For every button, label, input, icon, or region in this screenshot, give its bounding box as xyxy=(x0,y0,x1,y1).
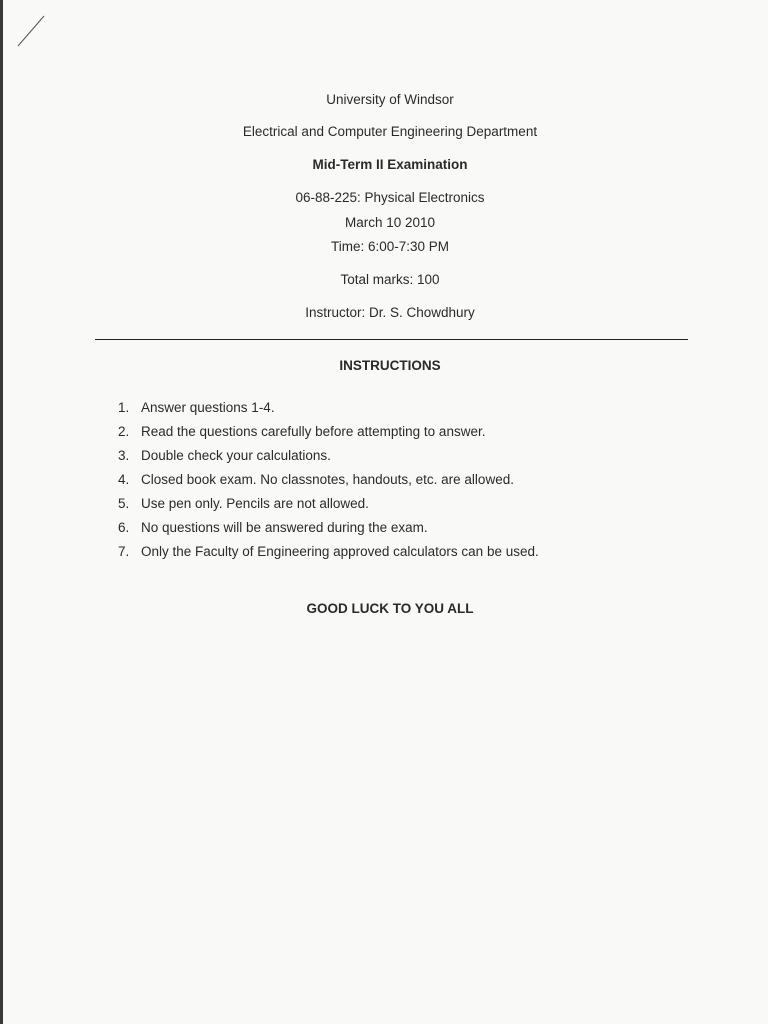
divider-line xyxy=(95,339,688,340)
instruction-item xyxy=(110,448,331,464)
instruction-number: 1. xyxy=(118,400,130,415)
instruction-item xyxy=(110,472,514,488)
instruction-item xyxy=(110,424,485,440)
instruction-text: Closed book exam. No classnotes, handouts, etc. are allowed. xyxy=(141,472,514,487)
exam-title: Mid-Term II Examination xyxy=(312,157,468,172)
scan-edge xyxy=(0,0,3,1024)
exam-time: Time: 6:00-7:30 PM xyxy=(330,239,450,254)
instruction-number: 2. xyxy=(118,424,130,439)
instruction-item xyxy=(110,520,428,536)
exam-date: March 10 2010 xyxy=(344,215,436,230)
instruction-number: 4. xyxy=(118,472,130,487)
closing-message: GOOD LUCK TO YOU ALL xyxy=(306,601,474,616)
instruction-number: 5. xyxy=(118,496,130,511)
instruction-text: No questions will be answered during the exam. xyxy=(141,520,428,535)
instruction-number: 3. xyxy=(118,448,130,463)
instruction-number: 7. xyxy=(118,544,130,559)
pen-mark xyxy=(14,12,54,52)
instructor: Instructor: Dr. S. Chowdhury xyxy=(305,305,475,320)
instruction-text: Answer questions 1-4. xyxy=(141,400,275,415)
instruction-text: Only the Faculty of Engineering approved calculators can be used. xyxy=(141,544,539,559)
total-marks: Total marks: 100 xyxy=(340,272,440,287)
instruction-number: 6. xyxy=(118,520,130,535)
instructions-heading: INSTRUCTIONS xyxy=(339,358,441,373)
instruction-text: Double check your calculations. xyxy=(141,448,331,463)
instruction-text: Read the questions carefully before attempting to answer. xyxy=(141,424,486,439)
department-name: Electrical and Computer Engineering Department xyxy=(242,124,538,139)
university-name: University of Windsor xyxy=(326,92,454,107)
instruction-item xyxy=(110,496,369,512)
instruction-item xyxy=(110,544,539,560)
course-name: 06-88-225: Physical Electronics xyxy=(295,190,485,205)
instruction-item xyxy=(110,400,275,416)
instruction-text: Use pen only. Pencils are not allowed. xyxy=(141,496,369,511)
